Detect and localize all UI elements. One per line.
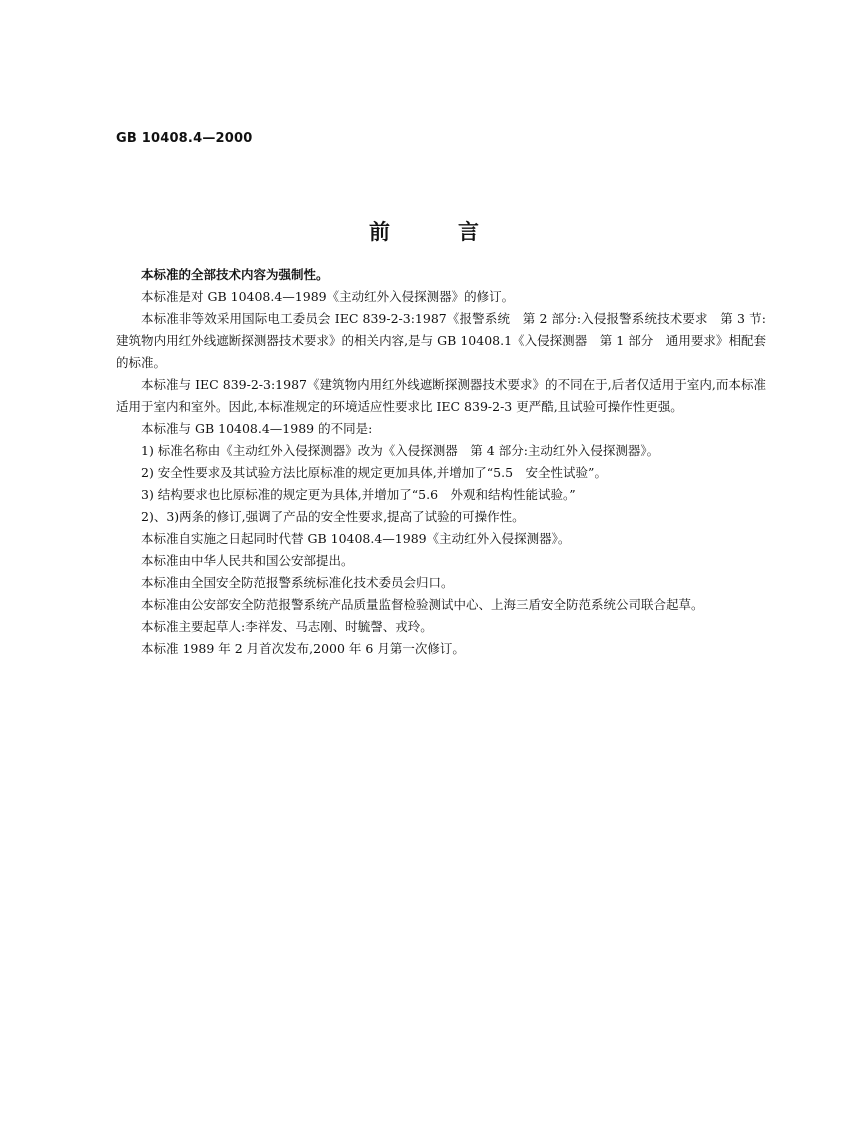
paragraph-mandatory: 本标准的全部技术内容为强制性。 — [141, 267, 329, 282]
paragraph-adoption: 本标准非等效采用国际电工委员会 IEC 839-2-3:1987《报警系统 第 2 部分:入侵报警系统技术要求 第 3 节:建筑物内用红外线遮断探测器技术要求》的相关内容,是与 GB 10408.1《入侵探测器 第 1 部分 通用要求》相配套的标准。 — [116, 311, 766, 370]
preface-body — [116, 264, 766, 660]
list-item-2: 2) 安全性要求及其试验方法比原标准的规定更加具体,并增加了“5.5 安全性试验”。 — [141, 465, 607, 480]
standard-code: GB 10408.4—2000 — [116, 131, 253, 146]
paragraph-revision-summary: 2)、3)两条的修订,强调了产品的安全性要求,提高了试验的可操作性。 — [141, 509, 525, 524]
paragraph-proposed-by: 本标准由中华人民共和国公安部提出。 — [141, 553, 354, 568]
paragraph-drafters: 本标准主要起草人:李祥发、马志刚、时毓謦、戎玲。 — [141, 619, 433, 634]
list-item-1: 1) 标准名称由《主动红外入侵探测器》改为《入侵探测器 第 4 部分:主动红外入侵探测器》。 — [141, 443, 660, 458]
paragraph-replaces: 本标准自实施之日起同时代替 GB 10408.4—1989《主动红外入侵探测器》。 — [141, 531, 571, 546]
paragraph-drafted-by: 本标准由公安部安全防范报警系统产品质量监督检验测试中心、上海三盾安全防范系统公司联合起草。 — [141, 597, 704, 612]
paragraph-centralized-by: 本标准由全国安全防范报警系统标准化技术委员会归口。 — [141, 575, 454, 590]
title-char-2: 言 — [458, 220, 479, 244]
page-title — [0, 216, 848, 246]
paragraph-difference-gb: 本标准与 GB 10408.4—1989 的不同是: — [141, 421, 373, 436]
paragraph-history: 本标准 1989 年 2 月首次发布,2000 年 6 月第一次修订。 — [141, 641, 465, 656]
title-char-1: 前 — [369, 220, 390, 244]
list-item-3: 3) 结构要求也比原标准的规定更为具体,并增加了“5.6 外观和结构性能试验。” — [141, 487, 576, 502]
paragraph-revision: 本标准是对 GB 10408.4—1989《主动红外入侵探测器》的修订。 — [141, 289, 515, 304]
paragraph-difference-iec: 本标准与 IEC 839-2-3:1987《建筑物内用红外线遮断探测器技术要求》的不同在于,后者仅适用于室内,而本标准适用于室内和室外。因此,本标准规定的环境适应性要求比 IEC 839-2-3 更严酷,且试验可操作性更强。 — [116, 377, 766, 414]
